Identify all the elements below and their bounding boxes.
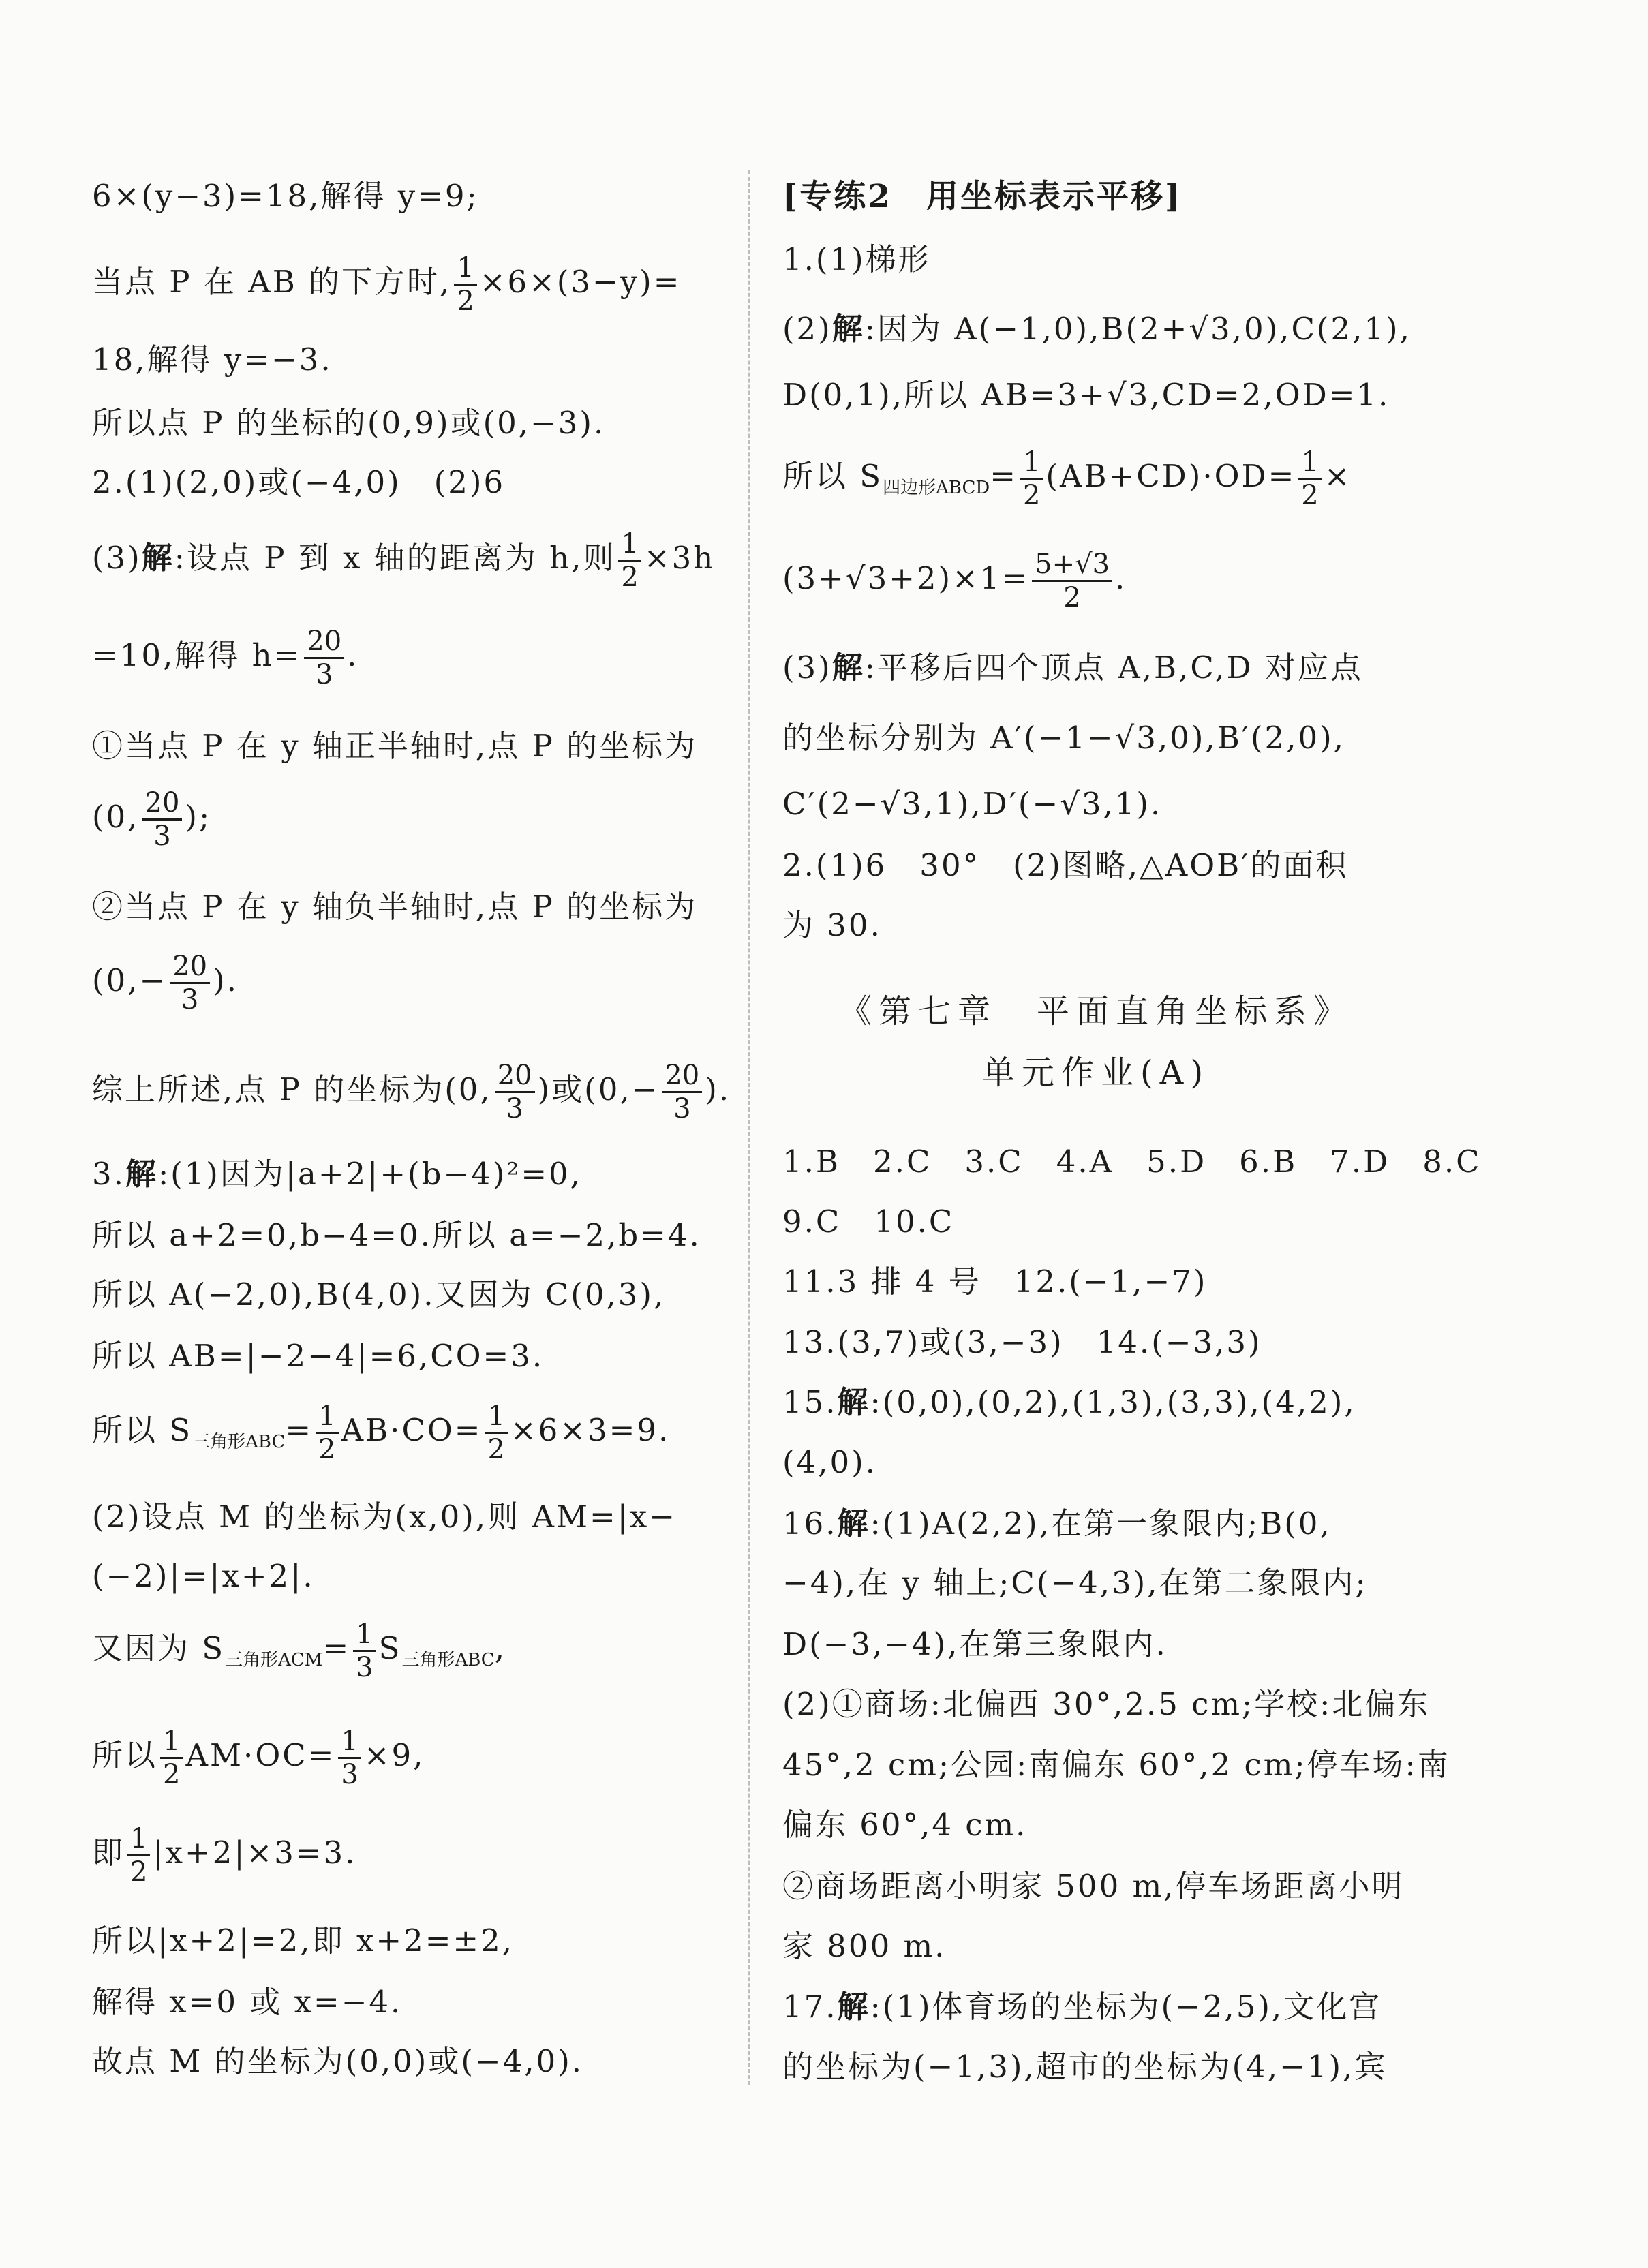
text-line: C′(2−√3,1),D′(−√3,1). [782, 786, 1163, 822]
text-line: 1.(1)梯形 [782, 241, 931, 277]
text-line: 又因为 $S_{三角形ACM}=$ $\frac{1}{3}$ $S_{三角形ABC}$, [92, 1619, 507, 1683]
text-line: D(−3,−4),在第三象限内. [782, 1626, 1168, 1662]
text-line: (3)解:设点 P 到 x 轴的距离为 h,则 $\frac{1}{2}$ ×3h [92, 528, 716, 593]
text-line: D(0,1),所以 AB=3+√3,CD=2,OD=1. [782, 377, 1390, 413]
text-line: (−2)|=|x+2|. [92, 1558, 315, 1594]
text-line: (4,0). [782, 1444, 877, 1480]
text-line: 17.解:(1)体育场的坐标为(−2,5),文化宫 [782, 1989, 1382, 2025]
text-line: 所以 AB=|−2−4|=6,CO=3. [92, 1338, 545, 1374]
text-line: 家 800 m. [782, 1928, 947, 1964]
fraction: $\frac{20}{3}$ [495, 1060, 535, 1124]
fraction: $\frac{5+√3}{2}$ [1032, 549, 1112, 613]
text-line: 综上所述,点 P 的坐标为(0, $\frac{20}{3}$ )或(0,− $\frac{20}{3}$ ). [92, 1060, 731, 1124]
fraction: $\frac{1}{2}$ [316, 1400, 338, 1465]
text-line: 45°,2 cm;公园:南偏东 60°,2 cm;停车场:南 [782, 1747, 1450, 1783]
text-line: 15.解:(0,0),(0,2),(1,3),(3,3),(4,2), [782, 1384, 1356, 1420]
text-line: 偏东 60°,4 cm. [782, 1807, 1028, 1843]
text-line: 的坐标为(−1,3),超市的坐标为(4,−1),宾 [782, 2049, 1388, 2085]
text-line: 所以点 P 的坐标的(0,9)或(0,−3). [92, 405, 606, 441]
text-line: 所以 $S_{三角形ABC}=$ $\frac{1}{2}$ AB·CO= $\frac{1}{2}$ ×6×3=9. [92, 1400, 671, 1465]
text-line: 的坐标分别为 A′(−1−√3,0),B′(2,0), [782, 720, 1345, 756]
fraction: $\frac{20}{3}$ [662, 1060, 702, 1124]
text-line: 1.B 2.C 3.C 4.A 5.D 6.B 7.D 8.C [782, 1144, 1482, 1180]
fraction: $\frac{1}{2}$ [1020, 446, 1043, 511]
text-line: 所以 $S_{四边形ABCD}=$ $\frac{1}{2}$ (AB+CD)·OD= $\frac{1}{2}$ × [782, 446, 1352, 511]
fraction: $\frac{20}{3}$ [142, 787, 183, 852]
fraction: $\frac{20}{3}$ [170, 951, 210, 1015]
text-line: (0, $\frac{20}{3}$ ); [92, 787, 212, 852]
fraction: $\frac{1}{2}$ [1298, 446, 1321, 511]
text-line: (0,− $\frac{20}{3}$ ). [92, 951, 239, 1015]
text-line: 故点 M 的坐标为(0,0)或(−4,0). [92, 2043, 584, 2079]
fraction: $\frac{20}{3}$ [304, 626, 344, 690]
text-line: 18,解得 y=−3. [92, 341, 333, 378]
text-line: 3.解:(1)因为|a+2|+(b−4)²=0, [92, 1156, 582, 1192]
fraction: $\frac{1}{2}$ [618, 528, 641, 593]
text-line: 11.3 排 4 号 12.(−1,−7) [782, 1263, 1208, 1300]
text-line: =10,解得 h= $\frac{20}{3}$ . [92, 626, 359, 690]
fraction: $\frac{1}{2}$ [160, 1726, 183, 1790]
text-line: (2)设点 M 的坐标为(x,0),则 AM=|x− [92, 1499, 677, 1535]
section-title: [专练2 用坐标表示平移] [782, 178, 1182, 215]
text-line: 13.(3,7)或(3,−3) 14.(−3,3) [782, 1324, 1262, 1360]
text-line: (3+√3+2)×1= $\frac{5+√3}{2}$ . [782, 549, 1127, 613]
text-line: 16.解:(1)A(2,2),在第一象限内;B(0, [782, 1505, 1332, 1542]
text-line: 当点 P 在 AB 的下方时, $\frac{1}{2}$ ×6×(3−y)= [92, 252, 682, 317]
text-line: 即 $\frac{1}{2}$ |x+2|×3=3. [92, 1823, 357, 1888]
text-line: 所以 A(−2,0),B(4,0).又因为 C(0,3), [92, 1276, 666, 1313]
fraction: $\frac{1}{2}$ [127, 1823, 150, 1888]
text-line: 6×(y−3)=18,解得 y=9; [92, 178, 479, 214]
text-line: 9.C 10.C [782, 1204, 955, 1240]
text-line: 所以|x+2|=2,即 x+2=±2, [92, 1922, 515, 1959]
text-line: ①当点 P 在 y 轴正半轴时,点 P 的坐标为 [92, 728, 698, 764]
unit-heading: 单元作业(A) [981, 1054, 1210, 1092]
chapter-heading: 《第七章 平面直角坐标系》 [838, 992, 1353, 1030]
text-line: (3)解:平移后四个顶点 A,B,C,D 对应点 [782, 649, 1363, 686]
text-line: (2)①商场:北偏西 30°,2.5 cm;学校:北偏东 [782, 1686, 1431, 1722]
text-line: ②商场距离小明家 500 m,停车场距离小明 [782, 1868, 1405, 1904]
text-line: 2.(1)(2,0)或(−4,0) (2)6 [92, 464, 506, 500]
fraction: $\frac{1}{3}$ [338, 1726, 361, 1790]
text-line: 为 30. [782, 907, 882, 943]
fraction: $\frac{1}{2}$ [454, 252, 476, 317]
fraction: $\frac{1}{3}$ [353, 1619, 376, 1683]
text-line: 解得 x=0 或 x=−4. [92, 1984, 403, 2020]
text-line: −4),在 y 轴上;C(−4,3),在第二象限内; [782, 1565, 1368, 1601]
text-line: ②当点 P 在 y 轴负半轴时,点 P 的坐标为 [92, 889, 698, 925]
fraction: $\frac{1}{2}$ [485, 1400, 507, 1465]
column-divider [748, 170, 750, 2085]
text-line: (2)解:因为 A(−1,0),B(2+√3,0),C(2,1), [782, 311, 1412, 347]
text-line: 所以 a+2=0,b−4=0.所以 a=−2,b=4. [92, 1217, 701, 1253]
text-line: 2.(1)6 30° (2)图略,△AOB′的面积 [782, 847, 1349, 883]
text-line: 所以 $\frac{1}{2}$ AM·OC= $\frac{1}{3}$ ×9, [92, 1726, 425, 1790]
